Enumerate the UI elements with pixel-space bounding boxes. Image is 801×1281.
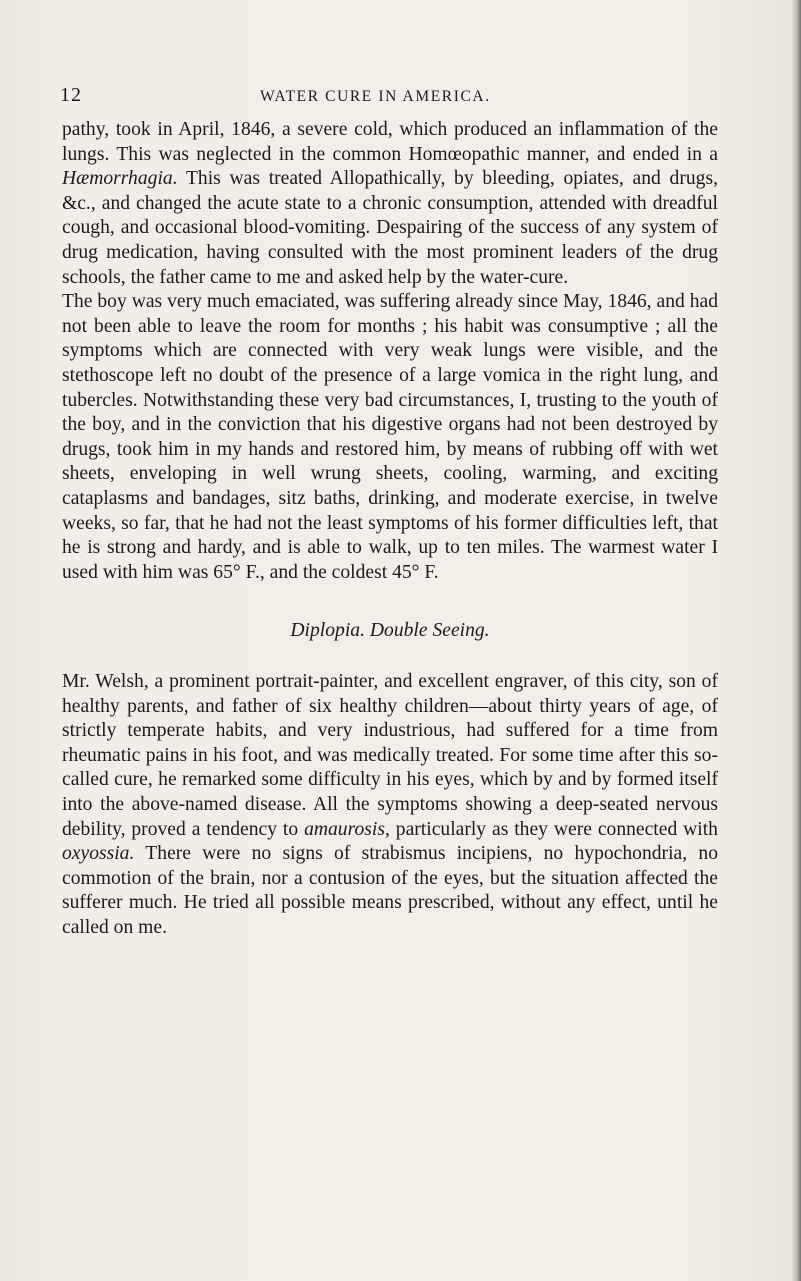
paragraph-1-italic: Hæmorrhagia. xyxy=(62,168,178,190)
section-text xyxy=(62,670,718,941)
paragraph-1-text-b: This was treated Allopathically, by bleeding, opiates, and drugs, &c., and changed the acute state to a chronic consumption, attended with dreadful cough, and occasional blood-vomiting. Despairing of the success of any system of drug medication, having consulted with the most prominent leaders of the drug schools, the father came to me and asked help by the water-cure. xyxy=(62,168,718,288)
paragraph-3-text-c: There were no signs of strabismus incipiens, no hypochondria, no commotion of the brain, nor a contusion of the eyes, but the situation affected the sufferer much. He tried all possible means prescribed, without any effect, until he called on me. xyxy=(62,843,718,938)
paragraph-2: The boy was very much emaciated, was suffering already since May, 1846, and had not been able to leave the room for months ; his habit was consumptive ; all the symptoms which are connected with very weak lungs were visible, and the stethoscope left no doubt of the presence of a large vomica in the right lung, and tubercles. Notwithstanding these very bad circumstances, I, trusting to the youth of the boy, and in the conviction that his digestive organs had not been destroyed by drugs, took him in my hands and restored him, by means of rubbing off with wet sheets, enveloping in well wrung sheets, cooling, warming, and exciting cataplasms and bandages, sitz baths, drinking, and moderate exercise, in twelve weeks, so far, that he had not the least symptoms of his former difficulties left, that he is strong and hardy, and is able to walk, up to ten miles. The warmest water I used with him was 65° F., and the coldest 45° F. xyxy=(62,291,718,583)
paragraph-3-italic-1: amaurosis, xyxy=(304,818,390,840)
paragraph-3-italic-2: oxyossia. xyxy=(62,843,135,865)
paragraph-3-text-a: Mr. Welsh, a prominent portrait-painter, and excellent engraver, of this city, son of healthy parents, and father of six healthy children—about thirty years of age, of strictly temperate habits, and very industrious, had suffered for a time from rheumatic pains in his foot, and was medically treated. For some time after this so-called cure, he remarked some difficulty in his eyes, which by and by formed itself into the above-named disease. All the symptoms showing a deep-seated nervous debility, proved a tendency to xyxy=(62,671,718,840)
page-edge-shadow xyxy=(791,0,801,1281)
paragraph-3 xyxy=(62,670,718,941)
running-title: WATER CURE IN AMERICA. xyxy=(260,88,491,105)
paragraph-1 xyxy=(62,118,718,290)
section-title: Diplopia. Double Seeing. xyxy=(290,620,490,641)
main-text xyxy=(62,118,718,585)
page-number: 12 xyxy=(60,84,82,106)
page-header xyxy=(60,84,720,110)
paragraph-1-text-a: pathy, took in April, 1846, a severe cold, which produced an inflammation of the lungs. This was neglected in the common Homœopathic manner, and ended in a xyxy=(62,119,718,165)
paragraph-3-text-b: particularly as they were connected with xyxy=(389,818,718,840)
